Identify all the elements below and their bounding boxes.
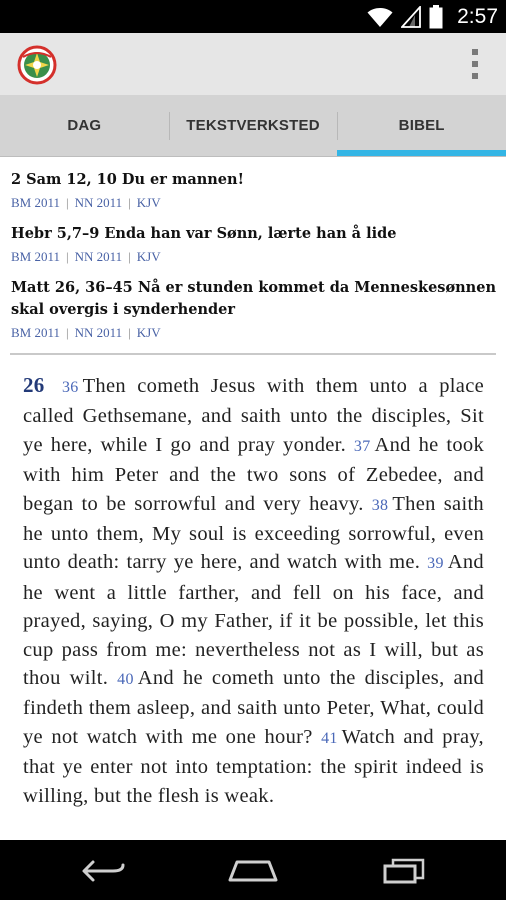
reference-title[interactable]: Hebr 5,7–9 Enda han var Sønn, lærte han å lide [11, 225, 397, 242]
verse-text: And he took with him Peter and the two sons of Zebedee, and began to be sorrowful and very heavy. [23, 433, 484, 515]
bible-passage [0, 355, 506, 810]
chapter-number: 26 [23, 373, 45, 397]
status-bar [0, 0, 506, 33]
overflow-menu-icon[interactable] [470, 49, 480, 79]
tab-tekstverksted[interactable]: TEKSTVERKSTED [169, 95, 338, 156]
action-bar [0, 33, 506, 95]
verse-number: 37 [353, 437, 371, 455]
link-bm2011[interactable]: BM 2011 [11, 195, 60, 210]
reference-item [11, 223, 496, 266]
tab-bar [0, 95, 506, 157]
verse-number: 41 [321, 729, 338, 747]
verse-text: Then cometh Jesus with them unto a place called Gethsemane, and saith unto the disciples, Sit ye here, while I go and pray yonder. [23, 375, 484, 456]
link-bm2011[interactable]: BM 2011 [11, 249, 60, 264]
link-kjv[interactable]: KJV [136, 325, 161, 340]
reference-title[interactable]: 2 Sam 12, 10 Du er mannen! [11, 171, 244, 188]
link-kjv[interactable]: KJV [136, 195, 161, 210]
verse-number: 38 [371, 496, 389, 514]
recent-apps-icon[interactable] [374, 855, 434, 887]
home-icon[interactable] [223, 855, 283, 887]
signal-icon [401, 6, 421, 28]
verse-number: 36 [61, 379, 79, 396]
battery-icon [429, 5, 443, 29]
verse-text: Watch and pray, that ye enter not into temptation: the spirit indeed is willing, but the flesh is weak. [23, 725, 484, 807]
status-icons [367, 0, 498, 33]
status-time: 2:57 [457, 4, 498, 28]
tab-dag[interactable]: DAG [67, 117, 102, 134]
app-logo-icon[interactable] [17, 45, 57, 85]
link-kjv[interactable]: KJV [136, 249, 161, 264]
navigation-bar [0, 840, 506, 900]
reference-item [11, 169, 496, 212]
link-nn2011[interactable]: NN 2011 [74, 249, 123, 264]
link-nn2011[interactable]: NN 2011 [74, 195, 123, 210]
verse-text: And he cometh unto the disciples, and findeth them asleep, and saith unto Peter, What, could ye not watch with me one hour? [23, 667, 484, 748]
back-icon[interactable] [74, 855, 134, 887]
verse-text: Then saith he unto them, My soul is exceeding sorrowful, even unto death: tarry ye here, and watch with me. [23, 492, 484, 574]
link-nn2011[interactable]: NN 2011 [74, 325, 123, 340]
translation-links: BM 2011 | NN 2011 | KJV [11, 325, 161, 340]
reference-title[interactable]: Matt 26, 36–45 Nå er stunden kommet da Menneskesønnen skal overgis i synderhender [11, 279, 496, 318]
content-area[interactable] [0, 157, 506, 840]
verse-text: And he went a little farther, and fell on his face, and prayed, saying, O my Father, if it be possible, let this cup pass from me: nevertheless not as I will, but as thou wilt. [23, 551, 484, 690]
tab-bibel[interactable]: BIBEL [337, 95, 506, 156]
link-bm2011[interactable]: BM 2011 [11, 325, 60, 340]
reference-list [0, 157, 506, 342]
verse-number: 40 [117, 671, 134, 689]
reference-item [11, 277, 496, 342]
translation-links: BM 2011 | NN 2011 | KJV [11, 195, 161, 210]
translation-links: BM 2011 | NN 2011 | KJV [11, 249, 161, 264]
verse-number: 39 [427, 555, 444, 573]
wifi-icon [367, 6, 393, 28]
